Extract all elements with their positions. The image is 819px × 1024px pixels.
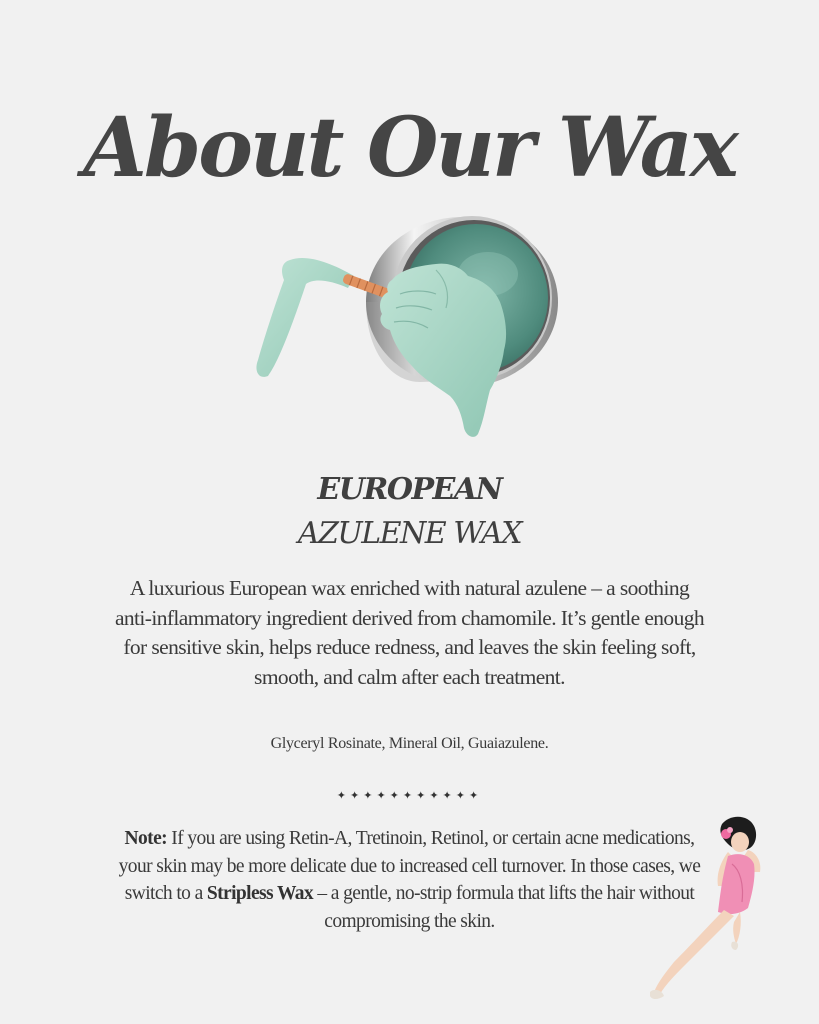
note-text-before: If you are using Retin-A, Tretinoin, Retinol, or certain acne medications, your skin may be more delicate due to increased cell turnover. In those cases, we switch to a: [118, 828, 701, 904]
product-name: [0, 470, 819, 554]
product-description: A luxurious European wax enriched with natural azulene – a soothing anti-inflammatory ingredient derived from chamomile. It’s gentle enough for sensitive skin, helps reduce redness, and leaves the skin feeling soft, smooth, and calm after each treatment.: [114, 576, 705, 689]
wax-pot-illustration: [250, 210, 560, 442]
product-name-line1: EUROPEAN: [317, 472, 502, 507]
star-divider: ✦✦✦✦✦✦✦✦✦✦✦: [336, 789, 483, 802]
note-text-after: – a gentle, no-strip formula that lifts the hair without compromising the skin.: [313, 883, 695, 932]
ingredients-list: Glyceryl Rosinate, Mineral Oil, Guaiazulene.: [270, 735, 549, 752]
note-label: Note:: [124, 828, 168, 849]
note-paragraph: [112, 825, 707, 935]
page-title: About Our Wax: [83, 99, 736, 196]
pinup-girl-illustration: [644, 812, 768, 1002]
stripless-wax-highlight: Stripless Wax: [206, 883, 314, 904]
product-name-line2: AZULENE WAX: [297, 516, 522, 551]
